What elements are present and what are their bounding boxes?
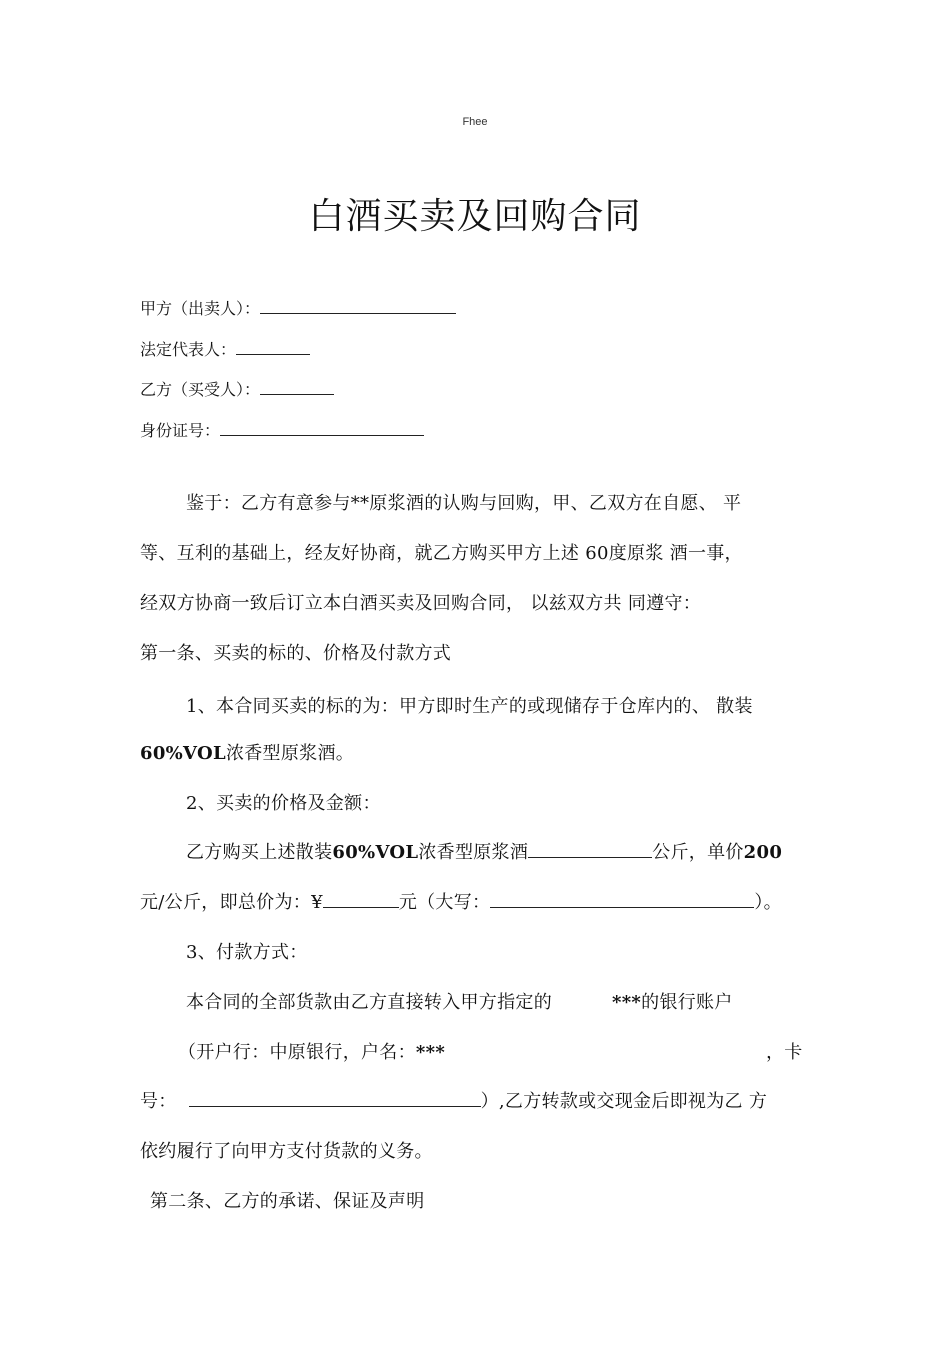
preamble-line-2: 等、互利的基础上，经友好协商，就乙方购买甲方上述 60度原浆 酒一事， <box>140 543 743 564</box>
item-3-text: 的银行账户 <box>641 992 733 1013</box>
item-3-text: ）,乙方转款或交现金后即视为乙 方 <box>480 1091 768 1112</box>
item-2-text: 乙方购买上述散装 <box>186 842 333 863</box>
item-1-line-2 <box>140 739 354 765</box>
item-2-text: 浓香型原浆酒 <box>418 842 529 863</box>
party-b-label: 乙方（买受人）： <box>140 380 261 399</box>
item-3-text: （开户行：中原银行，户名： <box>178 1042 416 1063</box>
item-2-heading: 2、买卖的价格及金额： <box>186 793 381 814</box>
item-3-line-4: 依约履行了向甲方支付货款的义务。 <box>140 1141 433 1162</box>
item-2-line-1 <box>186 838 782 864</box>
product-spec: 60%VOL <box>332 842 419 863</box>
item-2-text: 元/公斤，即总价为：¥ <box>140 892 323 913</box>
item-3-line-2-right: ，卡 <box>766 1042 803 1063</box>
preamble-line-3: 经双方协商一致后订立本白酒买卖及回购合同， 以兹双方共 同遵守： <box>140 593 702 614</box>
product-spec: 60%VOL <box>140 743 226 764</box>
item-2-line-2 <box>140 888 782 914</box>
id-number-blank <box>220 421 424 436</box>
party-a-blank <box>260 299 456 314</box>
party-a-line <box>140 296 456 319</box>
item-1-line-1: 1、本合同买卖的标的为：甲方即时生产的或现储存于仓库内的、 散装 <box>186 696 753 717</box>
item-3-line-1 <box>186 988 733 1014</box>
item-2-text: 公斤，单价 <box>652 842 744 863</box>
item-3-text: 号： <box>140 1091 177 1112</box>
account-name: *** <box>415 1042 446 1063</box>
item-3-text: 本合同的全部货款由乙方直接转入甲方指定的 <box>186 992 552 1013</box>
account-holder: *** <box>612 992 642 1013</box>
total-amount-blank <box>323 893 399 908</box>
legal-rep-line <box>140 337 310 360</box>
party-b-line <box>140 377 334 400</box>
item-3-line-2-left <box>178 1038 445 1064</box>
item-2-text: ）。 <box>754 892 782 913</box>
header-mark: Fhee <box>462 116 488 128</box>
party-a-label: 甲方（出卖人）： <box>140 299 261 318</box>
article-1-heading: 第一条、买卖的标的、价格及付款方式 <box>140 643 452 664</box>
legal-rep-blank <box>236 340 310 355</box>
item-3-heading: 3、付款方式： <box>186 942 308 963</box>
legal-rep-label: 法定代表人： <box>140 340 237 359</box>
quantity-blank <box>528 843 652 858</box>
article-2-heading: 第二条、乙方的承诺、保证及声明 <box>150 1191 425 1212</box>
party-b-blank <box>260 380 334 395</box>
id-number-line <box>140 418 424 441</box>
product-name: 浓香型原浆酒。 <box>225 743 355 764</box>
unit-price: 200 <box>743 842 783 863</box>
item-2-text: 元（大写： <box>398 892 491 913</box>
document-title: 白酒买卖及回购合同 <box>308 196 642 237</box>
item-3-line-3 <box>140 1087 767 1113</box>
card-number-blank <box>189 1092 481 1107</box>
preamble-line-1: 鉴于：乙方有意参与**原浆酒的认购与回购，甲、乙双方在自愿、 平 <box>186 493 742 514</box>
id-number-label: 身份证号： <box>140 421 221 440</box>
amount-in-words-blank <box>490 893 754 908</box>
